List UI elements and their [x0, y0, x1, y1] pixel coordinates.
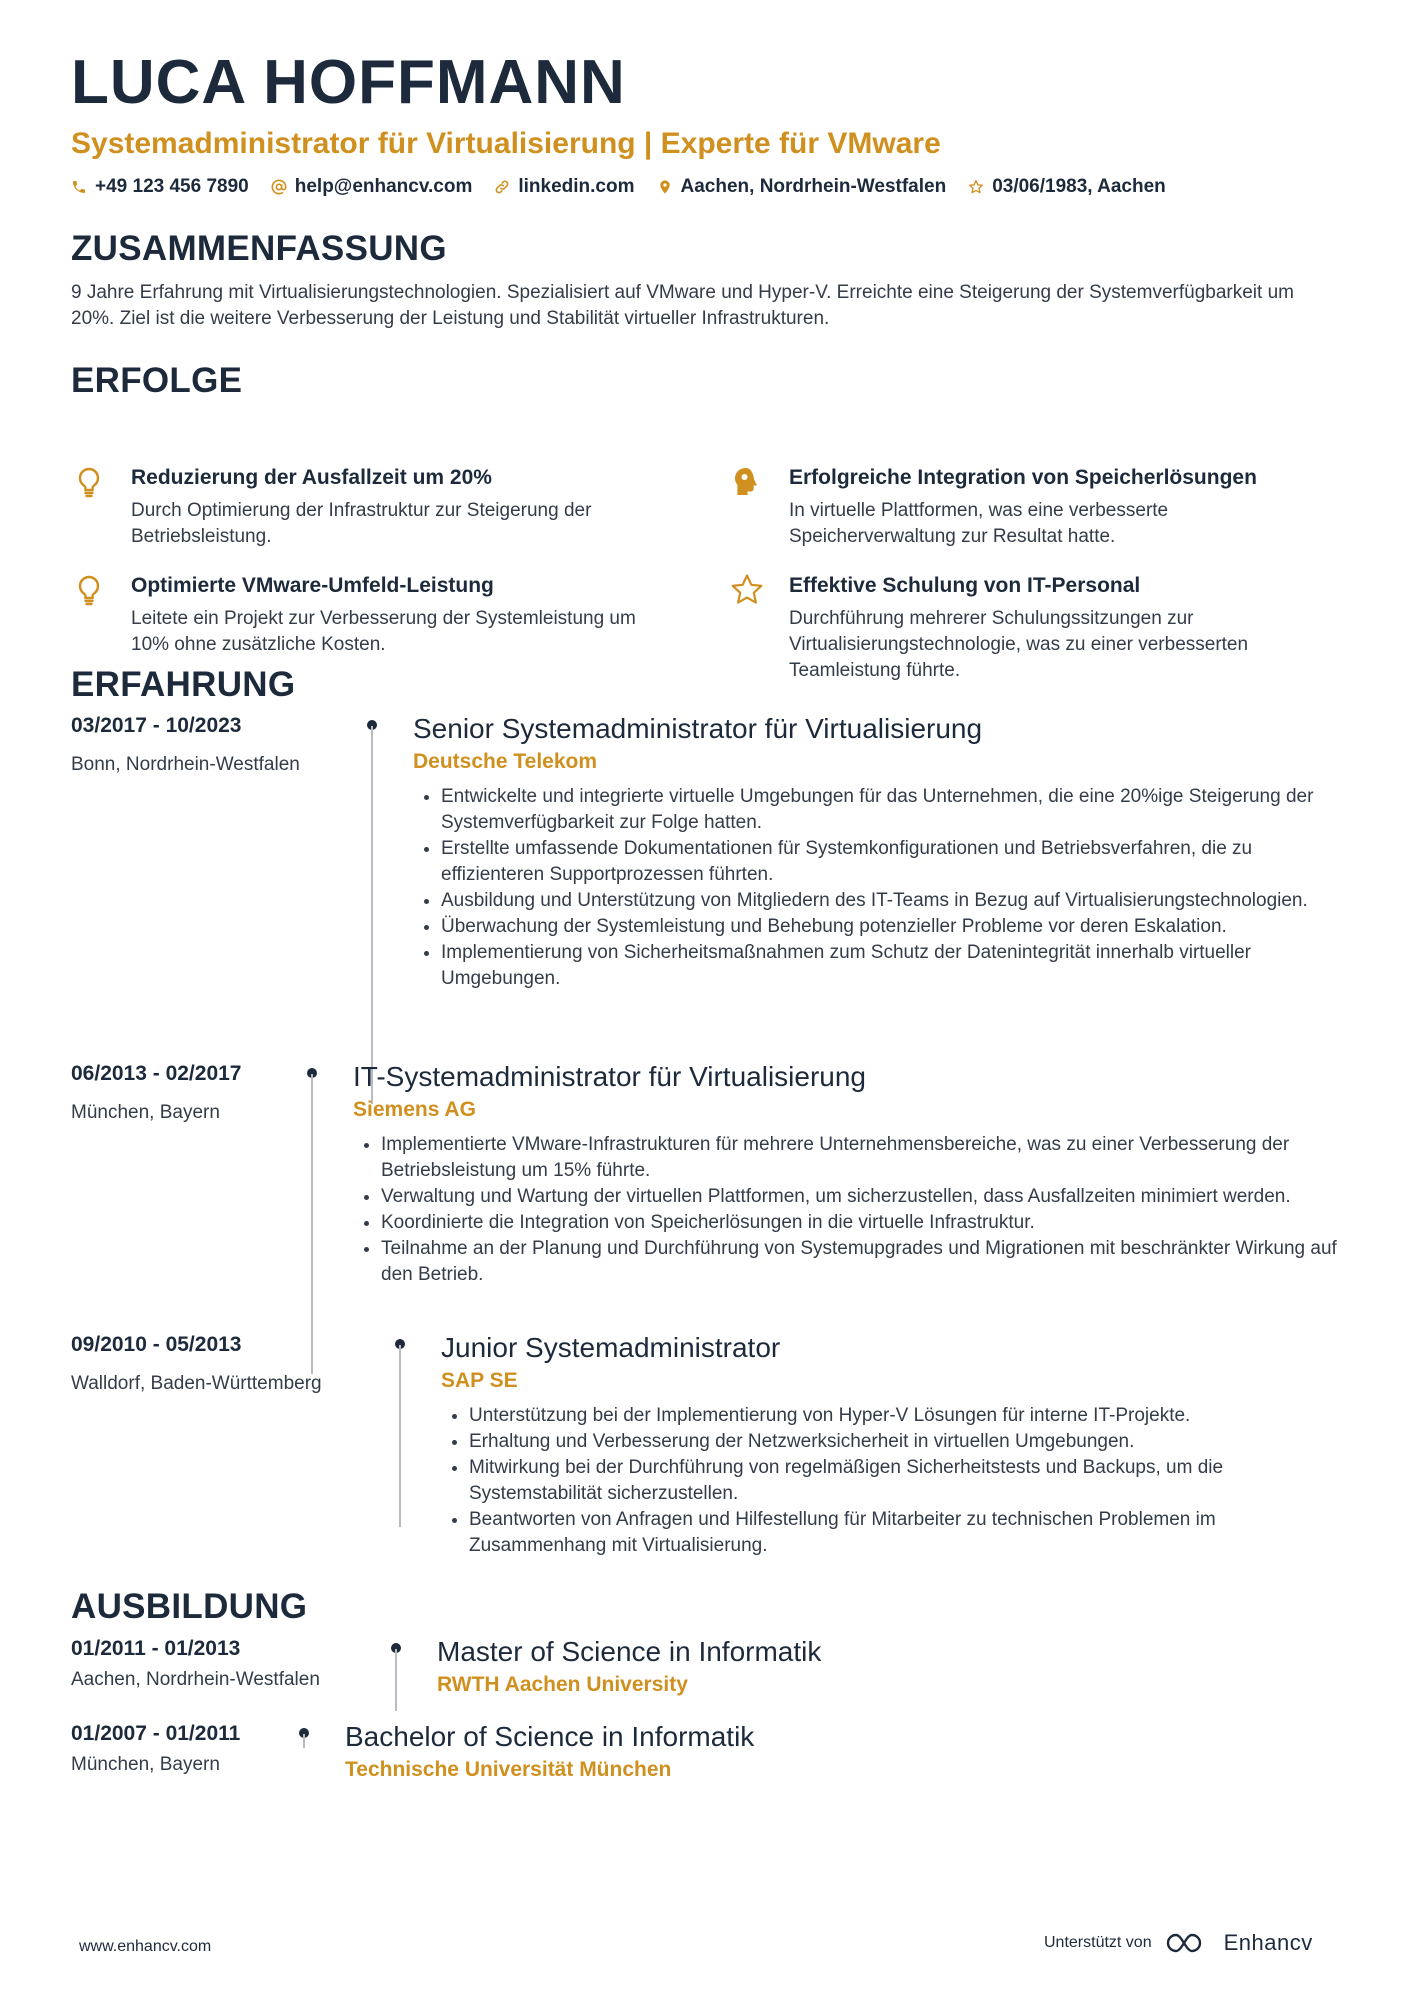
footer-powered-by: Unterstützt von	[1044, 1934, 1152, 1951]
achievement-title: Optimierte VMware-Umfeld-Leistung	[131, 574, 494, 597]
list-item: • Teilnahme an der Planung und Durchführung von Systemupgrades und Migrationen mit beschränkter Wirkung auf den Betrieb.	[381, 1236, 1339, 1288]
contact-email-text: help@enhancv.com	[294, 176, 473, 197]
achievement-description: In virtuelle Plattformen, was eine verbesserte Speicherverwaltung zur Resultat hatte.	[789, 500, 1169, 547]
achievements-heading: ERFOLGE	[71, 361, 243, 400]
experience-bullets	[353, 1132, 1339, 1288]
timeline-line	[399, 1345, 401, 1527]
headline: Systemadministrator für Virtualisierung | Experte für VMware	[71, 127, 941, 160]
timeline-line	[395, 1649, 397, 1711]
achievement-title: Reduzierung der Ausfallzeit um 20%	[131, 466, 492, 489]
candidate-name: LUCA HOFFMANN	[71, 48, 626, 117]
contact-birth	[968, 176, 1166, 198]
experience-entry	[71, 712, 1339, 1106]
summary-heading: ZUSAMMENFASSUNG	[71, 229, 447, 268]
list-item: • Überwachung der Systemleistung und Behebung potenzieller Probleme vor deren Eskalation.	[441, 914, 1339, 940]
contact-location	[657, 176, 947, 198]
star-icon	[729, 572, 765, 608]
experience-meta	[71, 1060, 371, 1126]
experience-body	[353, 1060, 1339, 1288]
list-item: • Implementierte VMware-Infrastrukturen für mehrere Unternehmensbereiche, was zu einer Verbesserung der Betriebsleistung um 15% führte.	[381, 1132, 1339, 1184]
list-item: • Unterstützung bei der Implementierung von Hyper-V Lösungen für interne IT-Projekte.	[469, 1403, 1339, 1429]
timeline-line	[371, 726, 373, 1104]
list-item: • Beantworten von Anfragen und Hilfestellung für Mitarbeiter zu technischen Problemen im Zusammenhang mit Virtualisierung.	[469, 1507, 1339, 1559]
achievement-description: Durch Optimierung der Infrastruktur zur Steigerung der Betriebsleistung.	[131, 500, 592, 547]
summary-text: 9 Jahre Erfahrung mit Virtualisierungstechnologien. Spezialisiert auf VMware und Hyper-V. Erreichte eine Steigerung der Systemverfügbarkeit um 20%. Ziel ist die weitere Verbesserung der Leistung und Stabilität virtueller Infrastrukturen.	[71, 282, 1294, 329]
experience-role: Senior Systemadministrator für Virtualisierung	[413, 713, 983, 744]
education-school: RWTH Aachen University	[437, 1673, 688, 1696]
list-item: • Verwaltung und Wartung der virtuellen Plattformen, um sicherzustellen, dass Ausfallzeiten minimiert werden.	[381, 1184, 1339, 1210]
phone-icon	[71, 179, 87, 195]
education-degree: Master of Science in Informatik	[437, 1636, 822, 1667]
experience-location: Bonn, Nordrhein-Westfalen	[71, 754, 300, 775]
lightbulb-icon	[71, 572, 107, 608]
lightbulb-icon	[71, 464, 107, 500]
star-icon	[968, 179, 984, 195]
education-body	[437, 1635, 1339, 1699]
achievement-item	[729, 572, 1329, 684]
list-item: • Ausbildung und Unterstützung von Mitgliedern des IT-Teams in Bezug auf Virtualisierungstechnologien.	[441, 888, 1339, 914]
achievement-title: Effektive Schulung von IT-Personal	[789, 574, 1141, 597]
achievement-description: Durchführung mehrerer Schulungssitzungen zur Virtualisierungstechnologie, was zu einer verbesserten Teamleistung führte.	[789, 608, 1249, 681]
experience-body	[441, 1331, 1339, 1559]
at-icon	[271, 179, 287, 195]
contact-linkedin[interactable]	[494, 176, 634, 198]
footer-brand: Enhancv	[1223, 1930, 1313, 1955]
enhancv-logo-icon	[1164, 1931, 1212, 1955]
link-icon	[494, 179, 510, 195]
achievement-description: Leitete ein Projekt zur Verbesserung der Systemleistung um 10% ohne zusätzliche Kosten.	[131, 608, 636, 655]
education-school: Technische Universität München	[345, 1758, 672, 1781]
experience-location: Walldorf, Baden-Württemberg	[71, 1373, 322, 1394]
experience-location: München, Bayern	[71, 1102, 220, 1123]
education-entry	[71, 1635, 1339, 1715]
achievement-item	[71, 572, 671, 658]
education-location: München, Bayern	[71, 1754, 220, 1775]
education-body	[345, 1720, 1339, 1784]
contact-phone[interactable]	[71, 176, 249, 198]
experience-company: Siemens AG	[353, 1098, 476, 1121]
footer-website[interactable]: www.enhancv.com	[79, 1938, 212, 1955]
contact-location-text: Aachen, Nordrhein-Westfalen	[680, 176, 947, 197]
timeline-line	[303, 1734, 305, 1748]
contact-bar	[71, 176, 1339, 198]
experience-role: IT-Systemadministrator für Virtualisierung	[353, 1061, 866, 1092]
achievement-title: Erfolgreiche Integration von Speicherlösungen	[789, 466, 1257, 489]
list-item: • Mitwirkung bei der Durchführung von regelmäßigen Sicherheitstests und Backups, um die Systemstabilität sicherzustellen.	[469, 1455, 1339, 1507]
timeline-line	[311, 1074, 313, 1374]
resume-page	[71, 48, 1339, 1781]
education-meta	[71, 1720, 371, 1778]
education-entry	[71, 1720, 1339, 1800]
contact-email[interactable]	[271, 176, 473, 198]
list-item: • Entwickelte und integrierte virtuelle Umgebungen für das Unternehmen, die eine 20%ige Steigerung der Systemverfügbarkeit zur Folge hatten.	[441, 784, 1339, 836]
experience-dates: 06/2013 - 02/2017	[71, 1062, 242, 1085]
education-dates: 01/2011 - 01/2013	[71, 1637, 241, 1660]
list-item: • Erhaltung und Verbesserung der Netzwerksicherheit in virtuellen Umgebungen.	[469, 1429, 1339, 1455]
contact-phone-text: +49 123 456 7890	[95, 176, 249, 197]
experience-body	[413, 712, 1339, 992]
education-location: Aachen, Nordrhein-Westfalen	[71, 1669, 320, 1690]
experience-bullets	[413, 784, 1339, 992]
experience-meta	[71, 712, 371, 778]
list-item: • Implementierung von Sicherheitsmaßnahmen zum Schutz der Datenintegrität innerhalb virtueller Umgebungen.	[441, 940, 1339, 992]
footer-branding	[1044, 1930, 1313, 1956]
experience-dates: 03/2017 - 10/2023	[71, 714, 242, 737]
education-degree: Bachelor of Science in Informatik	[345, 1721, 755, 1752]
experience-company: SAP SE	[441, 1369, 518, 1392]
location-pin-icon	[657, 179, 673, 195]
list-item: • Koordinierte die Integration von Speicherlösungen in die virtuelle Infrastruktur.	[381, 1210, 1339, 1236]
education-dates: 01/2007 - 01/2011	[71, 1722, 241, 1745]
list-item: • Erstellte umfassende Dokumentationen für Systemkonfigurationen und Betriebsverfahren, die zu effizienteren Supportprozessen führten.	[441, 836, 1339, 888]
achievement-item	[729, 464, 1329, 550]
experience-meta	[71, 1331, 371, 1397]
achievement-item	[71, 464, 671, 550]
experience-role: Junior Systemadministrator	[441, 1332, 781, 1363]
education-meta	[71, 1635, 371, 1693]
education-heading: AUSBILDUNG	[71, 1587, 308, 1626]
experience-heading: ERFAHRUNG	[71, 665, 296, 704]
experience-dates: 09/2010 - 05/2013	[71, 1333, 242, 1356]
head-brain-icon	[729, 464, 765, 500]
experience-entry	[71, 1331, 1339, 1591]
experience-company: Deutsche Telekom	[413, 750, 598, 773]
contact-linkedin-text: linkedin.com	[518, 176, 635, 197]
experience-bullets	[441, 1403, 1339, 1559]
contact-birth-text: 03/06/1983, Aachen	[992, 176, 1166, 197]
